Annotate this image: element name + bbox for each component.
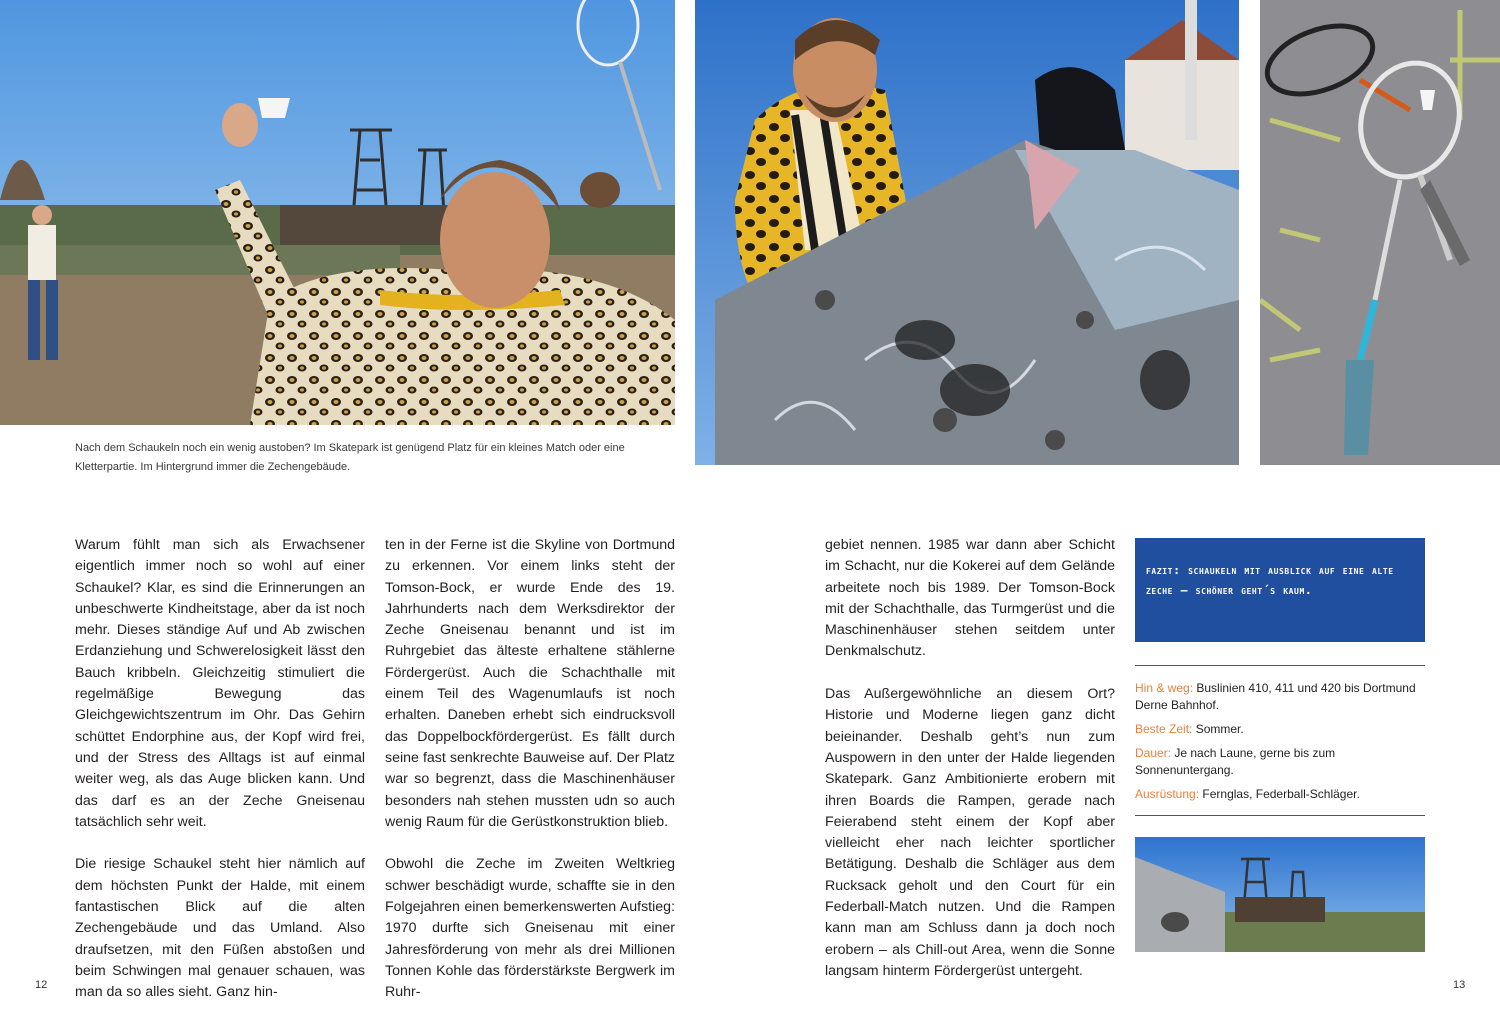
page-number-right: 13 (1453, 979, 1466, 991)
info-value: Buslinien 410, 411 und 420 bis Dortmund Derne Bahnhof. (1135, 681, 1416, 712)
info-box (1135, 665, 1425, 816)
info-value: Je nach Laune, gerne bis zum Sonnenuntergang. (1135, 746, 1336, 777)
info-row-zeit (1135, 721, 1425, 738)
photo-climbing-image (695, 0, 1239, 465)
photo-badminton-rackets (1260, 0, 1500, 465)
paragraph: Die riesige Schaukel steht hier nämlich auf dem höchsten Punkt der Halde, mit einem fantastischen Blick auf die alten Zechengebäude und das Umland. Also draufsetzen, mit den Füßen abstoßen und beim Schwingen mal genauer schauen, was man da so alles sieht. Ganz hin- (75, 856, 365, 1001)
info-row-hinweg (1135, 680, 1425, 714)
info-value: Fernglas, Federball-Schläger. (1202, 787, 1360, 801)
photo-headframe-image (1135, 837, 1425, 952)
paragraph: Das Außergewöhnliche an diesem Ort? Historie und Moderne liegen ganz dicht beieinander. Deshalb geht’s nun zum Auspowern in den unter der Halde liegenden Skatepark. Ganz Ambitionierte erobern mit ihren Boards die Rampen, gerade nach Feierabend steht einem der Kopf aber vielleicht eher nach leichter sportlicher Betätigung. Deshalb die Schläger aus dem Rucksack geholt und den Court für ein Federball-Match nutzen. Und die Rampen kann man am Schluss dann ja doch noch erobern – als Chill-out Area, wenn die Sonne langsam hinterm Fördergerüst untergeht. (825, 686, 1115, 979)
photo-rackets-image (1260, 0, 1500, 465)
photo-caption: Nach dem Schaukeln noch ein wenig austoben? Im Skatepark ist genügend Platz für ein kleines Match oder eine Kletterpartie. Im Hintergrund immer die Zechengebäude. (75, 442, 625, 473)
info-value: Sommer. (1195, 722, 1244, 736)
info-label: Beste Zeit: (1135, 722, 1193, 736)
photo-badminton-image (0, 0, 675, 425)
paragraph: gebiet nennen. 1985 war dann aber Schicht im Schacht, nur die Kokerei auf dem Gelände arbeitete noch bis 1989. Der Tomson-Bock mit der Schachthalle, das Turmgerüst und die Maschinenhäuser stehen seitdem unter Denkmalschutz. (825, 537, 1115, 660)
info-label: Ausrüstung: (1135, 787, 1200, 801)
info-row-ausruestung (1135, 786, 1425, 803)
info-label: Hin & weg: (1135, 681, 1194, 695)
photo-headframe (1135, 837, 1425, 952)
info-label: Dauer: (1135, 746, 1172, 760)
page-number-left: 12 (35, 979, 48, 991)
photo-climbing-wall (695, 0, 1239, 465)
paragraph: ten in der Ferne ist die Skyline von Dortmund zu erkennen. Vor einem links steht der Tomson-Bock, er wurde Ende des 19. Jahrhunderts nach dem Werksdirektor der Zeche Gneisenau benannt und ist im Ruhrgebiet das älteste erhaltene stählerne Fördergerüst. Auch die Schachthalle mit einem Teil des Wagenumlaufs ist noch erhalten. Daneben erhebt sich eindrucksvoll das Doppelbockfördergerüst. Es fällt durch seine fast senkrechte Bauweise auf. Der Platz war so begrenzt, dass die Maschinenhäuser besonders nah stehen mussten udn so auch wenig Raum für die Gerüstkonstruktion blieb. (385, 537, 675, 830)
photo-badminton-skatepark (0, 0, 675, 425)
text-column-1 (75, 535, 365, 1025)
fazit-box: fazit: schaukeln mit ausblick auf eine alte zeche – schöner geht´s kaum. (1135, 538, 1425, 642)
text-column-2 (385, 535, 675, 1025)
info-row-dauer (1135, 745, 1425, 779)
paragraph: Warum fühlt man sich als Erwachsener eigentlich immer noch so wohl auf einer Schaukel? Klar, es sind die Erinnerungen an unbeschwerte Kindheitstage, aber da ist noch mehr. Dieses ständige Auf und Ab zwischen Erdanziehung und Schwerelosigkeit lässt den Bauch kribbeln. Gleichzeitig stimuliert die regelmäßige Bewegung das Gleichgewichtszentrum im Ohr. Das Gehirn schüttet Endorphine aus, der Kopf wird frei, und der Stress des Alltags ist auf einmal weiter weg, als das Auge blicken kann. Und das darf es an der Zeche Gneisenau tatsächlich sehr weit. (75, 537, 365, 830)
paragraph: Obwohl die Zeche im Zweiten Weltkrieg schwer beschädigt wurde, schaffte sie in den Folgejahren einen bemerkenswerten Aufstieg: 1970 durfte sich Gneisenau mit einer Jahresförderung von mehr als drei Millionen Tonnen Kohle das förderstärkste Bergwerk im Ruhr- (385, 856, 675, 1001)
text-column-3 (825, 535, 1115, 1004)
